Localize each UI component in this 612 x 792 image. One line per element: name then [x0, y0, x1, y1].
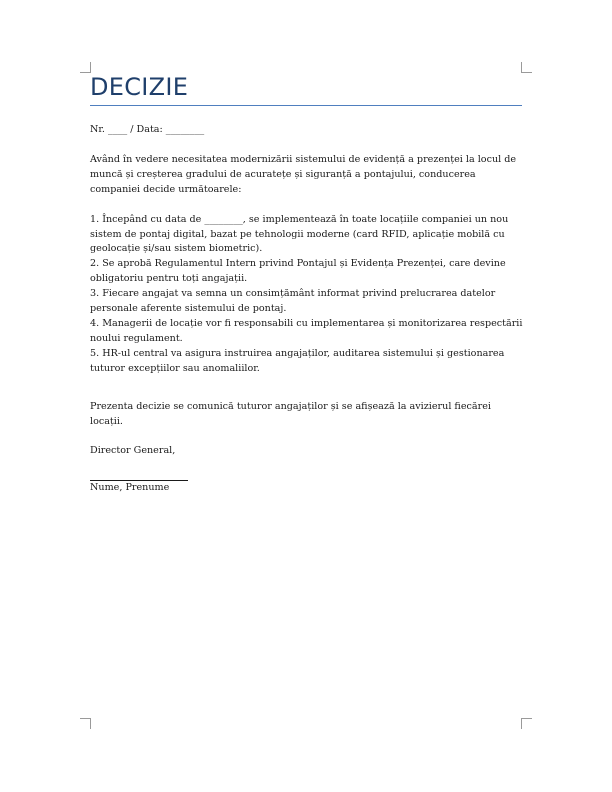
margin-mark-bottom-left: [80, 718, 91, 729]
signatory-title: Director General,: [90, 445, 176, 457]
document-body: [90, 118, 526, 496]
decision-item: 1. Începând cu data de ________, se implementează în toate locațiile companiei un nou sistem de pontaj digital, bazat pe tehnologii moderne (card RFID, aplicație mobilă cu geolocație și/sau sistem biometric).: [90, 213, 509, 255]
margin-mark-top-left: [80, 62, 91, 73]
decision-item: 5. HR-ul central va asigura instruirea angajaților, auditarea sistemului și gestionarea tuturor excepțiilor sau anomaliilor.: [90, 347, 505, 374]
number-date-line: Nr. ____ / Data: ________: [90, 124, 205, 135]
document-title: DECIZIE: [90, 73, 189, 101]
margin-mark-top-right: [521, 62, 532, 73]
intro-paragraph: Având în vedere necesitatea modernizării sistemului de evidență a prezenței la locul de muncă și creșterea gradului de acuratețe și siguranță a pontajului, conducerea companiei decide următoarele:: [90, 153, 517, 195]
decision-item: 2. Se aprobă Regulamentul Intern privind Pontajul și Evidența Prezenței, care devine obligatoriu pentru toți angajații.: [90, 258, 506, 285]
title-underline: [90, 105, 522, 106]
signature-name: Nume, Prenume: [90, 482, 170, 494]
decision-item: 4. Managerii de locație vor fi responsabili cu implementarea și monitorizarea respectării noului regulament.: [90, 317, 523, 344]
decision-list: [90, 213, 526, 377]
decision-item: 3. Fiecare angajat va semna un consimțământ informat privind prelucrarea datelor personale aferente sistemului de pontaj.: [90, 288, 496, 315]
margin-mark-bottom-right: [521, 718, 532, 729]
closing-paragraph: Prezenta decizie se comunică tuturor angajaților și se afișează la avizierul fiecărei locații.: [90, 400, 491, 427]
